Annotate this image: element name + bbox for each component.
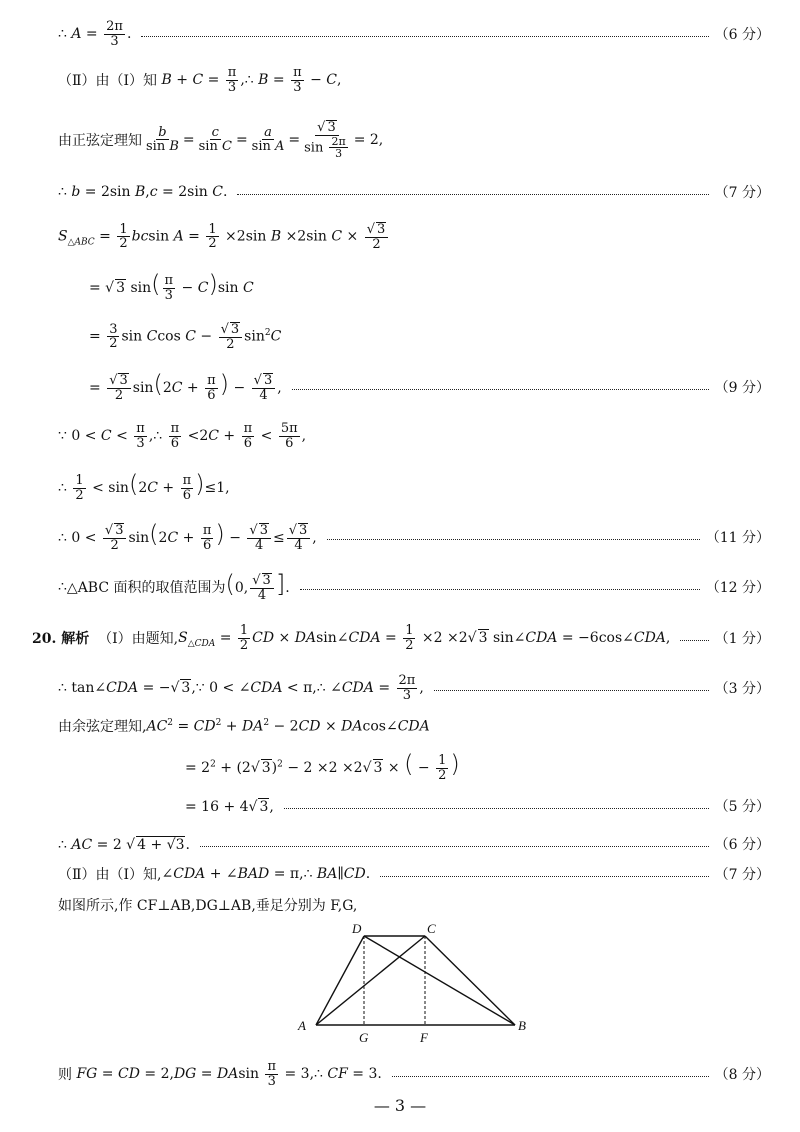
label-G: G [359, 1030, 369, 1045]
area-formula: $S_{\triangle ABC}$ = $\frac{1}{2}$ bcsin A = $\frac{1}{2}$ ×2sin B ×2sin C × $\frac{√ 3}{2}$ [58, 222, 770, 251]
score-8: （8 分） [714, 1067, 770, 1084]
sine-law-label: 由正弦定理知 [58, 132, 142, 149]
q20-part1-label: （Ⅰ）由题知, [98, 631, 179, 648]
area-step-1: = √ 3 sin( $\frac{\pi}{3}$ − C)sin C [89, 270, 254, 303]
AC-value: ∴ AC = 2 √ 4 + √3. （6 分） [58, 834, 770, 854]
b-c-expression: ∴ b = 2sin B,c = 2sin C. （7 分） [58, 184, 770, 201]
leader-dots [141, 36, 708, 37]
trapezoid-figure [290, 918, 550, 1048]
sine-law-line: 由正弦定理知 $\frac{b}{\text{sin B}}$ = $\frac{c}{\text{sin C}}$ = $\frac{a}{\text{sin A}}$ = √ 3 sin $\frac{2\pi}{3}$ = 2, [58, 120, 384, 161]
area-bound: ∴ 0 < $\frac{√ 3}{2}$ sin(2C + $\frac{\pi}{6}$ ) − $\frac{√ 3}{4}$ ≤ $\frac{√ 3}{4}$ , （11 分） [58, 520, 770, 553]
score-6: （6 分） [714, 27, 770, 44]
eq-A-value: ∴ A = $\frac{2\pi}{3}$ . （6 分） [58, 19, 770, 49]
score-1: （1 分） [714, 631, 770, 648]
part2b-line: （Ⅱ）由（Ⅰ）知, ∠CDA + ∠BAD = π,∴ BA∥CD. （7 分） [58, 866, 770, 883]
q20-label: 20. 解析 [32, 631, 90, 648]
page-number: — 3 — [373, 1096, 427, 1115]
FG-DG-CF: 则 FG = CD = 2,DG = DAsin $\frac{\pi}{3}$ = 3,∴ CF = 3. （8 分） [58, 1059, 770, 1089]
label-B: B [518, 1018, 526, 1033]
score-7b: （7 分） [714, 867, 770, 883]
area-step-2: = $\frac{3}{2}$ sin Ccos C − $\frac{√ 3}{2}$ $\sin^2C$ [89, 321, 282, 352]
label-A: A [298, 1018, 306, 1033]
cos-law-line: 由余弦定理知, $AC^2 = CD^2 + DA^2 - 2CD$ × DAcos∠CDA [58, 717, 430, 735]
area-range-label: △ABC 面积的取值范围为 [66, 580, 226, 597]
label-C: C [427, 921, 436, 936]
figure-intro [58, 895, 770, 915]
score-7: （7 分） [714, 185, 770, 201]
score-6b: （6 分） [714, 837, 770, 853]
label-D: D [352, 921, 362, 936]
q20-part1: 20. 解析 （Ⅰ）由题知, $S_{\triangle CDA}$ = $\frac{1}{2}$ CD × DAsin∠CDA = $\frac{1}{2}$ ×2 ×2√ 3 sin∠CDA = −6cos∠CDA, （1 分） [32, 623, 770, 653]
cos-law-label: 由余弦定理知, [58, 719, 147, 735]
part-2-start: （Ⅱ）由（Ⅰ）知 B + C = $\frac{\pi}{3}$ ,∴ B = $\frac{\pi}{3}$ − C, [58, 65, 342, 95]
score-12: （12 分） [705, 580, 770, 597]
score-3: （3 分） [714, 681, 770, 698]
figure-intro-text: 如图所示,作 CF⊥AB,DG⊥AB,垂足分别为 F,G, [58, 898, 358, 914]
cos-law-step-1: = $2^2 + (2√$ 3)$^2$ − 2 ×2 ×2√ 3 × ( − $\frac{1}{2}$ ) [185, 750, 460, 783]
area-step-3: = $\frac{√ 3}{2}$ sin(2C + $\frac{\pi}{6}$ ) − $\frac{√ 3}{4}$ , （9 分） [89, 370, 770, 403]
score-9: （9 分） [714, 380, 770, 397]
score-5: （5 分） [714, 799, 770, 815]
part2b-label: （Ⅱ）由（Ⅰ）知, [58, 867, 162, 883]
sin-range: ∴ $\frac{1}{2}$ < sin(2C + $\frac{\pi}{6}$ )≤1, [58, 470, 230, 503]
cos-law-step-2: = 16 + 4√ 3, （5 分） [185, 796, 770, 816]
range-of-C: ∵ 0 < C < $\frac{\pi}{3}$ ,∴ $\frac{\pi}{6}$ <2C + $\frac{\pi}{6}$ < $\frac{5\pi}{6}$ , [58, 421, 307, 451]
score-11: （11 分） [705, 530, 770, 547]
segment-AD [316, 936, 364, 1025]
tan-CDA: ∴ tan∠CDA = −√ 3,∵ 0 < ∠CDA < π,∴ ∠CDA = $\frac{2\pi}{3}$ , （3 分） [58, 673, 770, 703]
segment-DB [364, 936, 515, 1025]
part2-label: （Ⅱ）由（Ⅰ）知 [58, 73, 158, 90]
segment-AC [316, 936, 425, 1025]
label-F: F [420, 1030, 428, 1045]
area-range-conclusion: ∴ △ABC 面积的取值范围为 (0, $\frac{√ 3}{4}$ ]. （12 分） [58, 570, 770, 603]
then-label: 则 [58, 1067, 72, 1084]
